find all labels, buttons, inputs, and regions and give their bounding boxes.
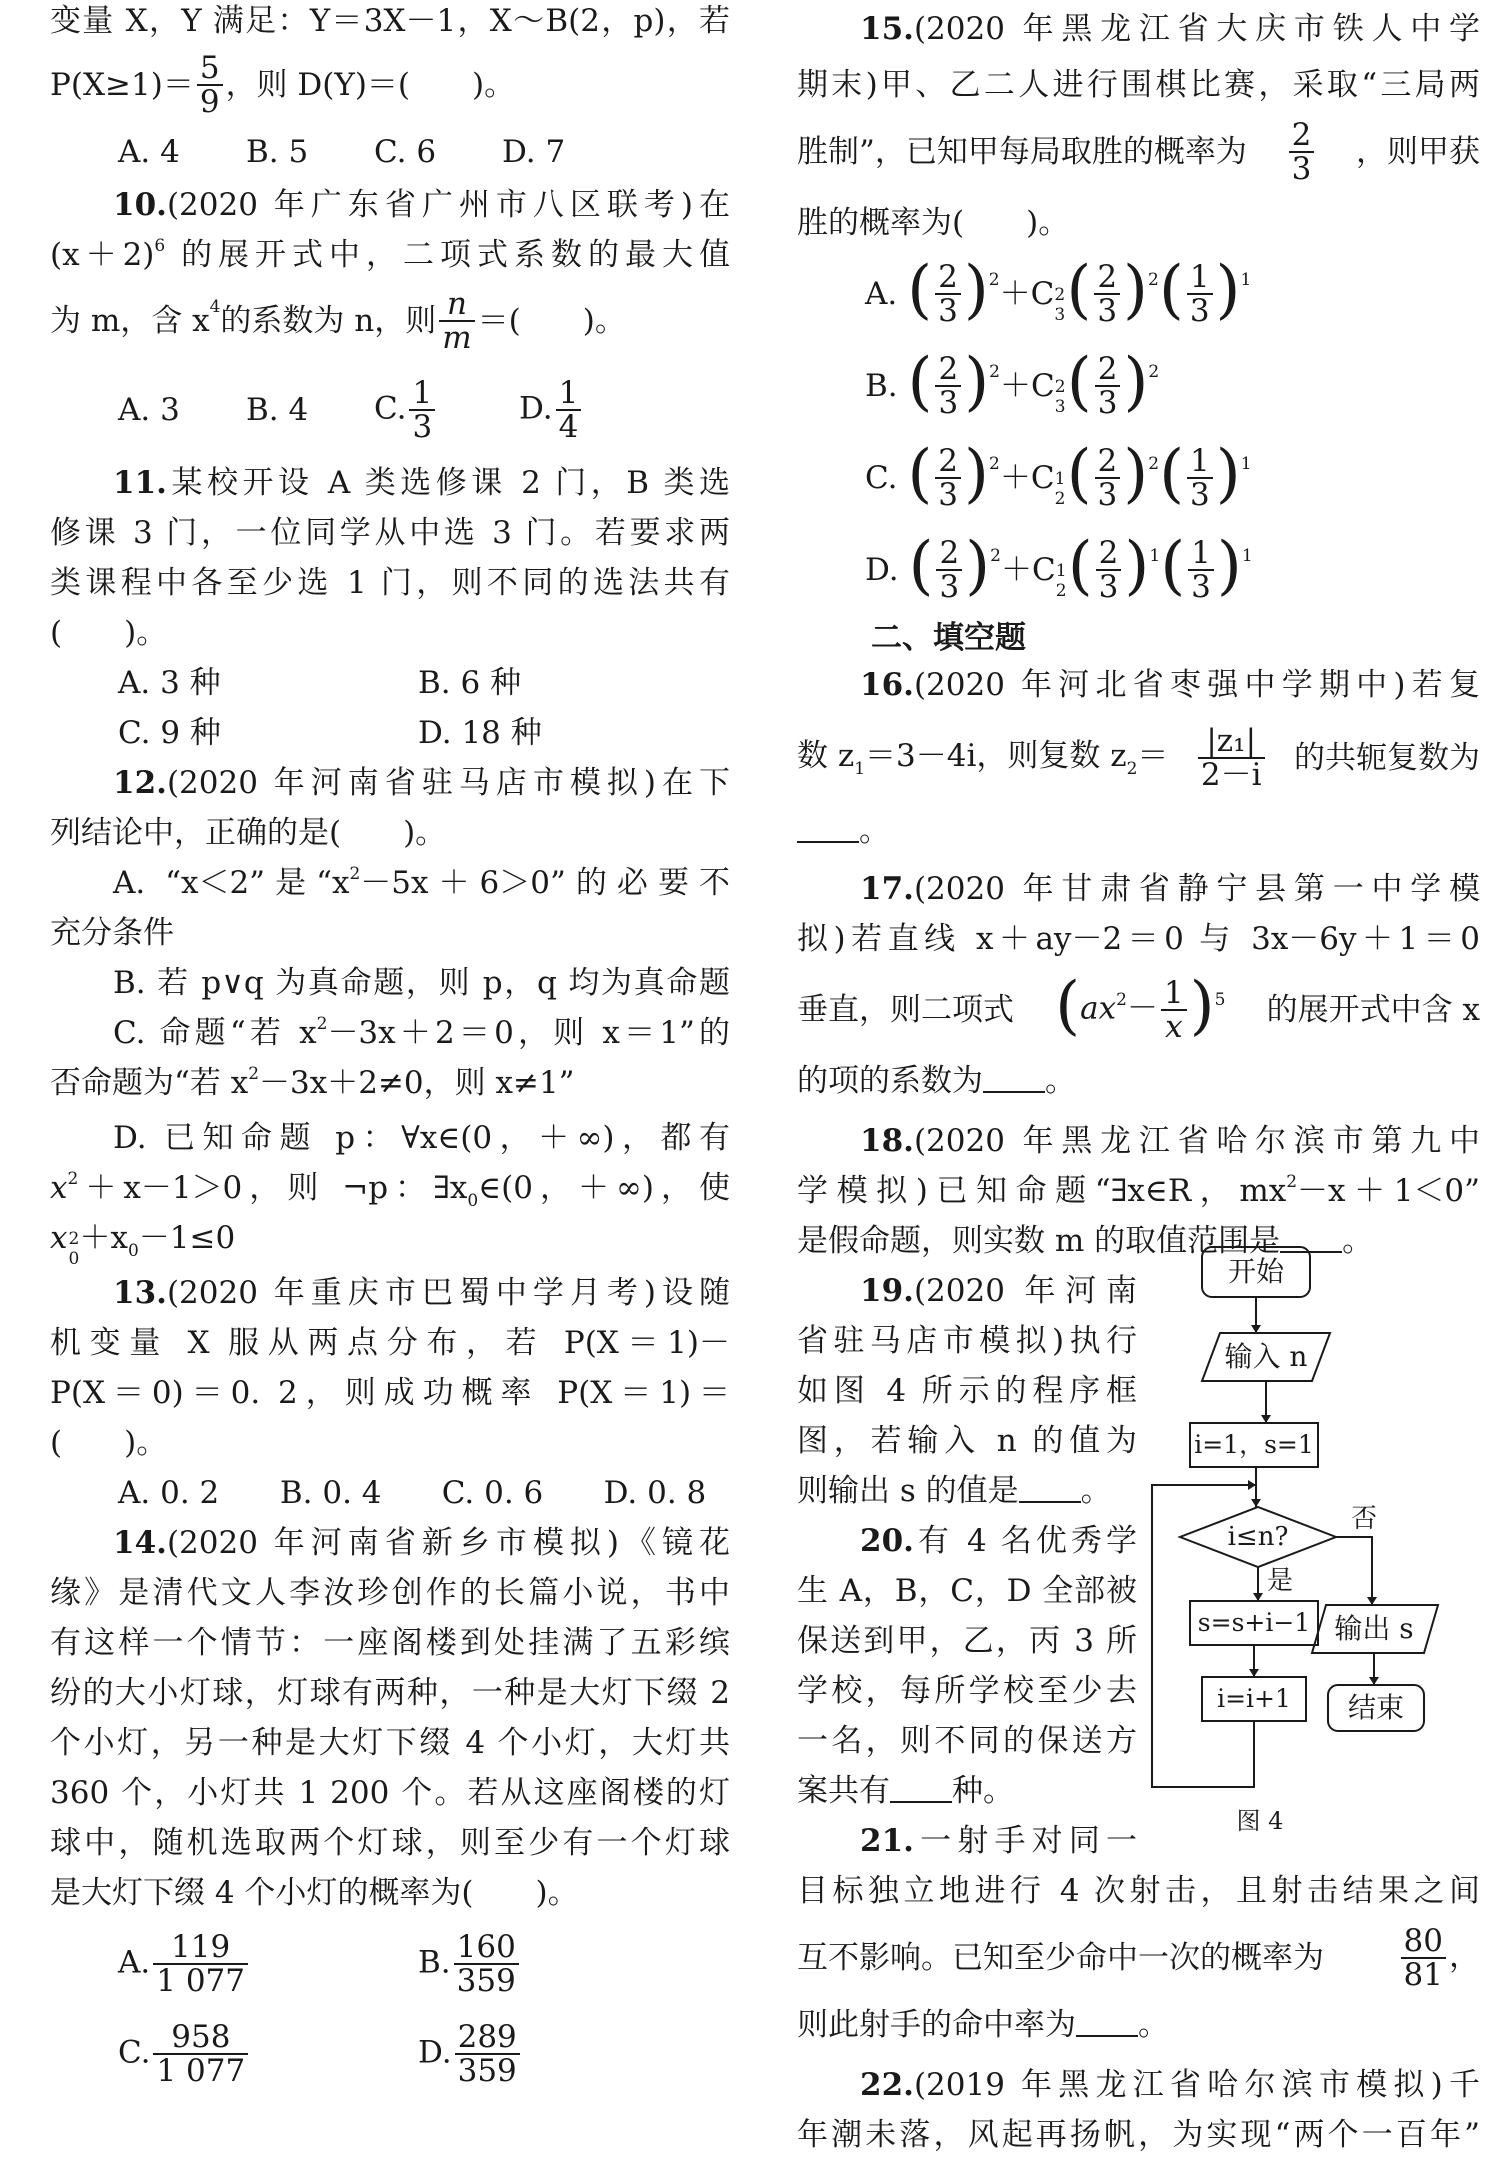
q16-line-3: 。 [797,806,1480,856]
fraction-5-9: $\frac{5}{9}$ [197,52,223,118]
answer-blank-17[interactable] [983,1061,1045,1093]
answer-blank-21[interactable] [1076,2005,1138,2037]
q13-line-2: 机变量 X 服从两点分布，若 P(X＝1)－ [50,1325,730,1361]
q11-options-row-1: A. 3 种 B. 6 种 [118,665,522,701]
q19-line-1: 19.(2020 年河南 [860,1273,1137,1309]
flow-update-i-label: i=i+1 [1217,1684,1291,1713]
q13-line-1: 13.(2020 年重庆市巴蜀中学月考)设随 [113,1275,730,1311]
q14-line-6: 360 个，小灯共 1 200 个。若从这座阁楼的灯 [50,1775,730,1811]
q17-line-2: 拟)若直线 x＋ay－2＝0 与 3x－6y＋1＝0 [797,921,1480,957]
flow-start-label: 开始 [1227,1255,1284,1288]
q11-line-4: ( )。 [50,615,168,651]
flow-no-label: 否 [1350,1504,1377,1534]
q20-line-1: 20.有 4 名优秀学 [860,1523,1137,1559]
fraction-n-m: $\frac{n}{m}$ [439,288,474,354]
flow-end-label: 结束 [1347,1691,1404,1724]
q11-line-1: 11.某校开设 A 类选修课 2 门，B 类选 [113,465,730,501]
q15-line-2: 期末)甲、乙二人进行围棋比赛，采取“三局两 [797,67,1480,103]
q12-option-c-line-2: 否命题为“若 $x^2-3x+2\ne 0$，则 x≠1” [50,1064,575,1101]
q11-line-2: 修课 3 门，一位同学从中选 3 门。若要求两 [50,515,730,551]
q10-line-2: $(x+2)^6$ 的展开式中，二项式系数的最大值 [50,236,730,273]
flow-init-label: i=1，s=1 [1194,1430,1314,1459]
q19-line-4: 图，若输入 n 的值为 [797,1423,1137,1459]
q17-line-4: 的项的系数为 。 [797,1063,1076,1099]
q19-line-3: 如图 4 所示的程序框 [797,1373,1137,1409]
q17-line-3: 垂直，则二项式 ($ax^2-$ $\frac{1}{x}$ )$^5$ 的展开式中含 x [797,969,1480,1045]
q14-line-4: 纷的大小灯球，灯球有两种，一种是大灯下缀 2 [50,1675,730,1711]
q18-line-1: 18.(2020 年黑龙江省哈尔滨市第九中 [860,1123,1480,1159]
q9-stem-line-2: P(X≥1)＝ $\frac{5}{9}$ ，则 D(Y)＝( )。 [50,50,516,120]
q13-line-3: P(X＝0)＝0. 2，则成功概率 P(X＝1)＝ [50,1375,730,1411]
q15-line-3: 胜制”，已知甲每局取胜的概率为 $\frac{2}{3}$ ，则甲获 [797,117,1480,187]
q14-options-row-1: A. $\frac{119}{1 077}$ B. $\frac{160}{359}$ [50,1918,730,2010]
q9-options: A. 4 B. 5 C. 6 D. 7 [118,134,566,170]
q12-option-b: B. 若 p∨q 为真命题，则 p，q 均为真命题 [113,965,730,1001]
left-column [50,0,730,2098]
q14-line-7: 球中，随机选取两个灯球，则至少有一个灯球 [50,1825,730,1861]
q10-options: A. 3 B. 4 C. $\frac{1}{3}$ D. $\frac{1}{4}$ [50,362,730,458]
flow-yes-label: 是 [1266,1566,1293,1596]
q16-line-2: 数 $z_1=3-4i$，则复数 $z_2=$ $\frac{\text{|z₁|}}{2-i}$ 的共轭复数为 [797,723,1480,793]
flow-condition-label: i≤n? [1227,1522,1289,1552]
q13-options: A. 0. 2 B. 0. 4 C. 0. 6 D. 0. 8 [118,1475,707,1511]
flow-input-label: 输入 n [1224,1340,1308,1373]
q11-options-row-2: C. 9 种 D. 18 种 [118,715,542,751]
q12-option-d-line-2: $x^2+x-1>0$，则 ¬p：$\exists x_0\in(0$，＋∞)，使 [50,1169,730,1211]
q14-line-5: 个小灯，另一种是大灯下缀 4 个小灯，大灯共 [50,1725,730,1761]
flow-output-label: 输出 s [1334,1612,1414,1645]
q17-line-1: 17.(2020 年甘肃省静宁县第一中学模 [860,871,1480,907]
section-fill-in-blank: 二、填空题 [871,620,1026,656]
q20-line-3: 保送到甲，乙，丙 3 所 [797,1623,1137,1659]
right-column [797,0,1480,2160]
q12-option-a-line-2: 充分条件 [50,915,174,951]
q21-line-3: 互不影响。已知至少命中一次的概率为 $\frac{80}{81}$ ， [797,1923,1480,1993]
q15-option-a: A. ( $\frac{2}{3}$ ) 2 ＋C 2 3 ( $\frac{2}{3}$ ) 2 ( $\frac{1}{3}$ ) 1 [865,253,1252,329]
q19-line-5: 则输出 s 的值是 。 [797,1473,1112,1509]
flow-update-s-label: s=s+i−1 [1197,1608,1311,1637]
q14-line-3: 有这样一个情节：一座阁楼到处挂满了五彩缤 [50,1625,730,1661]
q12-line-1: 12.(2020 年河南省驻马店市模拟)在下 [113,765,730,801]
q15-line-1: 15.(2020 年黑龙江省大庆市铁人中学 [860,11,1480,47]
q12-option-d-line-1: D. 已知命题 p：∀x∈(0，＋∞)，都有 [113,1120,730,1156]
flowchart-figure-4 [1148,1245,1448,1835]
q13-line-4: ( )。 [50,1425,168,1461]
q18-line-3: 是假命题，则实数 m 的取值范围是 。 [797,1223,1374,1259]
q19-q20-text-block [797,1266,1137,1866]
q14-line-2: 缘》是清代文人李汝珍创作的长篇小说，书中 [50,1575,730,1611]
q12-option-d-line-3: x 2 0 $+x_0-1\le 0$ [50,1220,236,1269]
q22-line-2: 年潮未落，风起再扬帆，为实现“两个一百年” [797,2117,1480,2153]
answer-blank-20[interactable] [890,1771,952,1803]
q21-line-4: 则此射手的命中率为 。 [797,2007,1169,2043]
q20-line-4: 学校，每所学校至少去 [797,1673,1137,1709]
q9-stem-line-1: 变量 X，Y 满足：Y＝3X－1，X～B(2，p)，若 [50,3,730,39]
q18-line-2: 学模拟)已知命题“∃x∈R，$mx^2-x+1<0$” [797,1172,1480,1209]
q20-line-5: 一名，则不同的保送方 [797,1723,1137,1759]
answer-blank-19[interactable] [1019,1471,1081,1503]
q11-line-3: 类课程中各至少选 1 门，则不同的选法共有 [50,565,730,601]
q14-line-8: 是大灯下缀 4 个小灯的概率为( )。 [50,1875,579,1911]
figure-4-caption: 图 4 [1236,1807,1284,1835]
answer-blank-16[interactable] [797,811,859,843]
q15-line-4: 胜的概率为( )。 [797,205,1070,241]
q14-line-1: 14.(2020 年河南省新乡市模拟)《镜花 [113,1525,730,1561]
q21-line-2: 目标独立地进行 4 次射击，且射击结果之间 [797,1873,1480,1909]
q12-line-2: 列结论中，正确的是( )。 [50,815,447,851]
q15-option-d: D. ( $\frac{2}{3}$ ) 2 ＋C 1 2 ( $\frac{2}{3}$ ) 1 ( $\frac{1}{3}$ ) 1 [865,529,1253,605]
q10-line-3: 为 m，含 x 4 的系数为 n，则 $\frac{n}{m}$ ＝( )。 [50,286,626,356]
q16-line-1: 16.(2020 年河北省枣强中学期中)若复 [860,667,1480,703]
q19-line-2: 省驻马店市模拟)执行 [797,1323,1137,1359]
q10-line-1: 10.(2020 年广东省广州市八区联考)在 [113,187,730,223]
q21-line-1: 21.一射手对同一 [860,1823,1137,1859]
q22-line-1: 22.(2019 年黑龙江省哈尔滨市模拟)千 [860,2067,1480,2103]
q12-option-c-line-1: C. 命题“若 $x^2-3x+2=0$，则 x＝1”的 [113,1014,730,1051]
q20-line-2: 生 A，B，C，D 全部被 [797,1573,1137,1609]
q12-option-a-line-1: A. “x＜2”是“$x^2-5x+6>0$”的必要不 [113,864,730,901]
q15-option-c: C. ( $\frac{2}{3}$ ) 2 ＋C 1 2 ( $\frac{2}{3}$ ) 2 ( $\frac{1}{3}$ ) 1 [865,437,1252,513]
q20-line-6: 案共有 种。 [797,1773,1014,1809]
q15-option-b: B. ( $\frac{2}{3}$ ) 2 ＋C 2 3 ( $\frac{2}{3}$ ) 2 [865,345,1160,421]
q14-options-row-2: C. $\frac{958}{1 077}$ D. $\frac{289}{359}$ [50,2010,730,2098]
